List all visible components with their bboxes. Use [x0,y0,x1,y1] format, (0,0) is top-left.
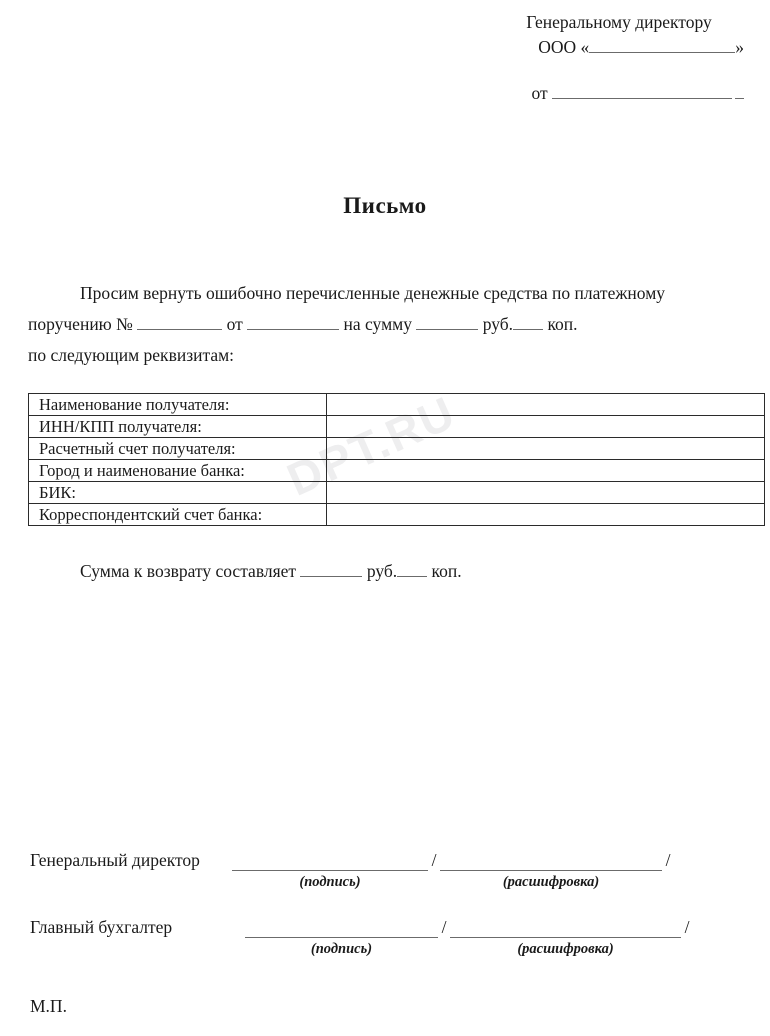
addressee-org-blank[interactable] [589,36,735,53]
accountant-signature-field[interactable] [245,917,438,960]
body-paragraph-1: Просим вернуть ошибочно перечисленные денежные средства по платежному [80,283,666,303]
amount-kopecks-blank[interactable] [513,313,543,330]
body-paragraph-3: по следующим реквизитам: [28,345,235,365]
payment-order-date-blank[interactable] [247,313,339,330]
table-row [29,416,765,438]
requisite-value[interactable] [327,460,765,482]
table-row [29,482,765,504]
requisite-value[interactable] [327,416,765,438]
addressee-block [526,10,744,60]
from-blank[interactable] [552,82,732,99]
table-row [29,394,765,416]
director-decode-caption: (расшифровка) [502,874,600,890]
requisite-label: ИНН/КПП получателя: [29,416,327,438]
accountant-decode-rule [450,917,681,938]
requisite-label: Город и наименование банка: [29,460,327,482]
table-row [29,504,765,526]
signature-block-accountant [30,917,740,960]
accountant-decode-field[interactable] [450,917,681,960]
requisite-value[interactable] [327,394,765,416]
accountant-slash-2: / [684,917,690,937]
body-block [28,278,744,371]
payment-order-number-blank[interactable] [137,313,222,330]
amount-kopecks-unit: коп. [547,314,578,334]
signature-role-director: Генеральный директор [30,850,200,870]
from-blank-tail [735,82,744,99]
table-row [29,460,765,482]
accountant-signature-rule [245,917,438,938]
body-paragraph-2 [28,309,744,340]
payment-order-date-label: от [226,314,243,334]
requisite-label: Расчетный счет получателя: [29,438,327,460]
return-sum-label: Сумма к возврату составляет [80,561,297,582]
payment-order-label: поручению № [28,314,133,334]
requisite-label: Наименование получателя: [29,394,327,416]
addressee-line-2 [526,35,744,60]
addressee-line-1: Генеральному директору [526,12,712,32]
addressee-org-prefix: ООО « [538,37,590,57]
requisite-label: Корреспондентский счет банка: [29,504,327,526]
requisite-value[interactable] [327,504,765,526]
requisites-table [28,393,765,526]
requisite-value[interactable] [327,438,765,460]
return-sum-rubles-blank[interactable] [300,560,362,577]
return-sum-line [80,560,462,582]
table-row [29,438,765,460]
return-sum-rubles-unit: руб. [366,561,398,582]
accountant-decode-caption: (расшифровка) [517,941,614,957]
accountant-signature-caption: (подпись) [310,941,373,957]
requisite-label: БИК: [29,482,327,504]
director-signature-rule [232,850,428,871]
signature-role-accountant: Главный бухгалтер [30,917,173,937]
director-decode-rule [440,850,662,871]
signature-block-director [30,850,740,893]
return-sum-kopecks-blank[interactable] [397,560,427,577]
amount-rubles-blank[interactable] [416,313,478,330]
director-signature-field[interactable] [232,850,428,893]
stamp-mark: М.П. [30,996,67,1016]
director-slash-2: / [665,850,671,870]
requisite-value[interactable] [327,482,765,504]
amount-label: на сумму [343,314,412,334]
return-sum-kopecks-unit: коп. [431,561,462,582]
accountant-slash-1: / [441,917,447,937]
addressee-org-suffix: » [735,37,744,57]
requisites-table-body [29,394,765,526]
from-row [531,82,744,104]
from-label: от [531,83,548,104]
director-slash-1: / [431,850,437,870]
amount-rubles-unit: руб. [482,314,514,334]
watermark: DPT.RU [279,385,464,506]
document-title: Письмо [343,193,427,218]
director-signature-caption: (подпись) [299,874,361,890]
director-decode-field[interactable] [440,850,662,893]
